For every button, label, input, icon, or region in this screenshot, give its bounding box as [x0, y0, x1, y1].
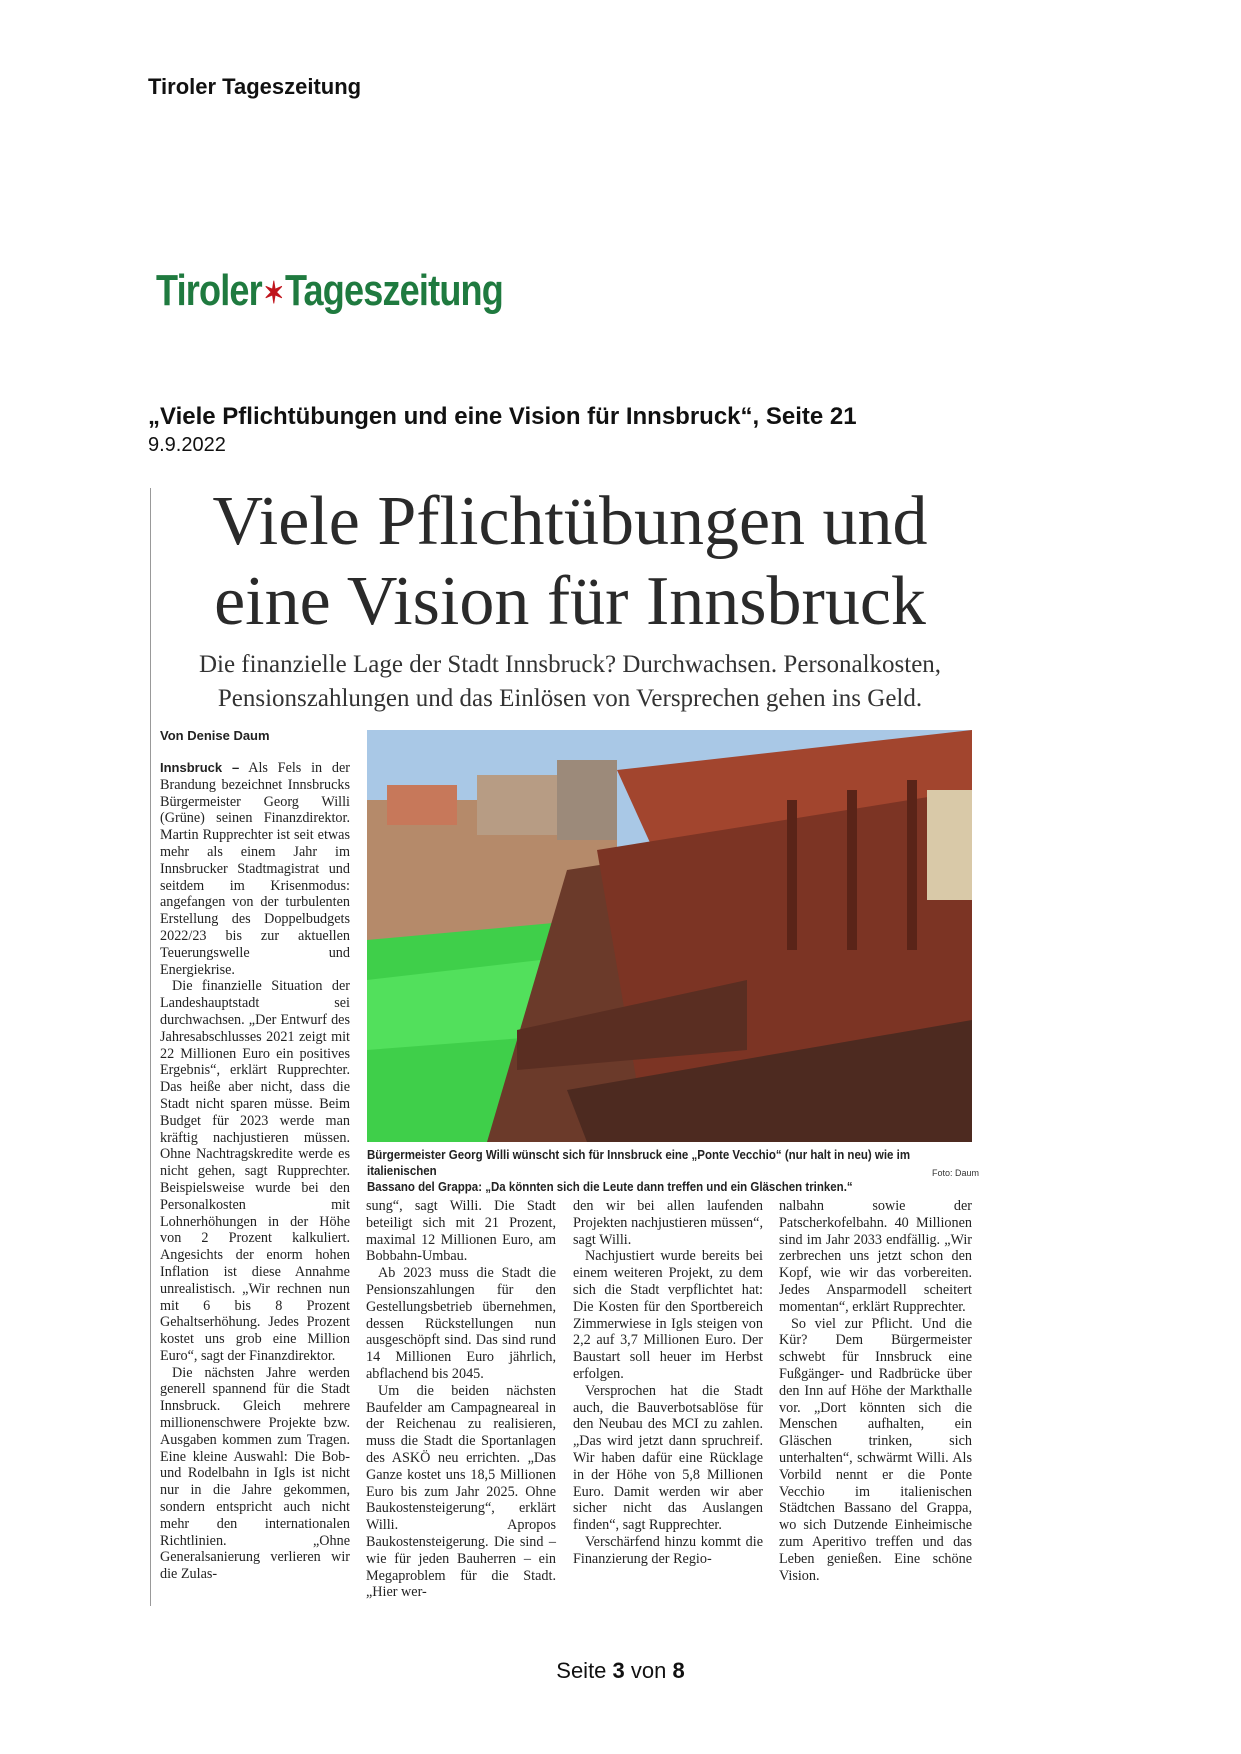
article-photo-bridge	[367, 730, 972, 1142]
article-column-3	[573, 1198, 763, 1568]
paragraph: Nachjustiert wurde bereits bei einem weiteren Projekt, zu dem sich die Stadt verpflichtet hat: Die Kosten für den Sportbereich Zimmerwiese in Igls steigen von 2,2 auf 3,7 Millionen Euro. Der Baustart soll heuer im Herbst erfolgen.	[573, 1248, 763, 1382]
paragraph	[160, 760, 350, 978]
article-headline	[160, 482, 980, 642]
dateline: Innsbruck –	[160, 760, 240, 775]
paragraph: So viel zur Pflicht. Und die Kür? Dem Bürgermeister schwebt für Innsbruck eine Fußgänger- und Radbrücke über den Inn auf Höhe der Markthalle vor. „Dort könnten sich die Menschen aufhalten, ein Gläschen trinken, sich unterhalten“, schwärmt Willi. Als Vorbild nennt er die Ponte Vecchio im italienischen Städtchen Bassano del Grappa, wo sich Dutzende Einheimische zum Aperitivo treffen und das Leben genießen. Eine schöne Vision.	[779, 1315, 972, 1584]
paragraph: Die finanzielle Situation der Landeshauptstadt sei durchwachsen. „Der Entwurf des Jahresabschlusses 2021 zeigt mit 22 Millionen Euro ein positives Ergebnis“, erklärt Rupprechter. Das heiße aber nicht, dass die Stadt nicht sparen müsse. Beim Budget für 2023 werde man kräftig nachjustieren müssen. Ohne Nachtragskredite werde es nicht gehen, sagt Rupprechter. Beispielsweise wurde bei den Personalkosten mit Lohnerhöhungen in der Höhe von 2 Prozent kalkuliert. Angesichts der enorm hohen Inflation ist diese Annahme unrealistisch. „Wir rechnen nun mit 6 bis 8 Prozent Gehaltserhöhung. Jedes Prozent kostet uns grob eine Million Euro“, sagt der Finanzdirektor.	[160, 978, 350, 1364]
newspaper-logo	[156, 266, 503, 316]
article-byline: Von Denise Daum	[160, 728, 270, 743]
footer-page-number: 3	[612, 1658, 625, 1683]
paragraph: nalbahn sowie der Patscherkofelbahn. 40 Millionen sind im Jahr 2033 endfällig. „Wir zerbrechen uns jetzt schon den Kopf, wie wir das vorbereiten. Jedes Ansparmodell scheitert momentan“, erklärt Rupprechter.	[779, 1198, 972, 1315]
paragraph-text: Als Fels in der Brandung bezeichnet Innsbrucks Bürgermeister Georg Willi (Grüne) seinen Finanzdirektor. Martin Rupprechter ist seit etwas mehr als einem Jahr im Innsbrucker Stadtmagistrat und seitdem im Krisenmodus: angefangen von der turbulenten Erstellung des Doppelbudgets 2022/23 bis zur aktuellen Teuerungswelle und Energiekrise.	[160, 760, 351, 978]
bridge-photo-illustration	[367, 730, 972, 1142]
logo-text-left: Tiroler	[156, 266, 262, 315]
headline-line-1: Viele Pflichtübungen und	[212, 483, 928, 560]
photo-credit: Foto: Daum	[932, 1168, 980, 1178]
paragraph: Um die beiden nächsten Baufelder am Campagneareal in der Reichenau zu realisieren, muss die Stadt die Sportanlagen des ASKÖ neu errichten. „Das Ganze kostet uns 18,5 Millionen Euro bis zum Jahr 2025. Ohne Baukostensteigerung“, erklärt Willi. Apropos Baukostensteigerung. Die sind – wie für jeden Bauherren – ein Megaproblem für die Stadt. „Hier wer-	[366, 1382, 556, 1601]
photo-caption	[367, 1147, 971, 1195]
page-footer	[0, 1658, 1241, 1684]
headline-line-2: eine Vision für Innsbruck	[214, 563, 926, 640]
caption-line-1: Bürgermeister Georg Willi wünscht sich für Innsbruck eine „Ponte Vecchio“ (nur halt in neu) wie im italienischen	[367, 1148, 911, 1178]
publication-header: Tiroler Tageszeitung	[148, 74, 362, 99]
paragraph: Ab 2023 muss die Stadt die Pensionszahlungen für den Gestellungsbetrieb übernehmen, dessen Rückstellungen nun ausgeschöpft sind. Das sind rund 14 Millionen Euro jährlich, abflachend bis 2045.	[366, 1265, 556, 1382]
article-column-2	[366, 1198, 556, 1601]
logo-text-right: Tageszeitung	[284, 266, 503, 315]
subhead-line-2: Pensionszahlungen und das Einlösen von Versprechen gehen ins Geld.	[217, 685, 923, 712]
clipping-border	[150, 488, 151, 1606]
article-reference-date: 9.9.2022	[148, 434, 226, 456]
subhead-line-1: Die finanzielle Lage der Stadt Innsbruck? Durchwachsen. Personalkosten,	[198, 651, 942, 678]
caption-line-2: Bassano del Grappa: „Da könnten sich die Leute dann treffen und ein Gläschen trinken.“	[367, 1180, 853, 1194]
article-column-1	[160, 760, 350, 1583]
footer-middle: von	[624, 1658, 673, 1683]
paragraph: den wir bei allen laufenden Projekten nachjustieren müssen“, sagt Willi.	[573, 1198, 763, 1248]
footer-prefix: Seite	[556, 1658, 613, 1683]
article-column-4	[779, 1198, 972, 1584]
footer-page-total: 8	[672, 1658, 685, 1683]
paragraph: Versprochen hat die Stadt auch, die Bauverbotsablöse für den Neubau des MCI zu zahlen. „Das wird jetzt dann spruchreif. Wir haben dafür eine Rücklage in der Höhe von 5,8 Millionen Euro. Damit werden wir aber sicher nicht das Auslangen finden“, sagt Rupprechter.	[573, 1382, 763, 1534]
eagle-icon: ✶	[263, 276, 284, 310]
article-reference-title: „Viele Pflichtübungen und eine Vision für Innsbruck“, Seite 21	[148, 403, 857, 430]
article-subheadline	[160, 648, 980, 716]
paragraph: Die nächsten Jahre werden generell spannend für die Stadt Innsbruck. Gleich mehrere millionenschwere Projekte bzw. Ausgaben kommen zum Tragen. Eine kleine Auswahl: Die Bob-und Rodelbahn in Igls ist nicht nur in die Jahre gekommen, sondern entspricht auch nicht mehr den internationalen Richtlinien. „Ohne Generalsanierung verlieren wir die Zulas-	[160, 1364, 350, 1583]
paragraph: sung“, sagt Willi. Die Stadt beteiligt sich mit 21 Prozent, maximal 12 Millionen Euro, am Bobbahn-Umbau.	[366, 1198, 556, 1265]
paragraph: Verschärfend hinzu kommt die Finanzierung der Regio-	[573, 1533, 763, 1567]
